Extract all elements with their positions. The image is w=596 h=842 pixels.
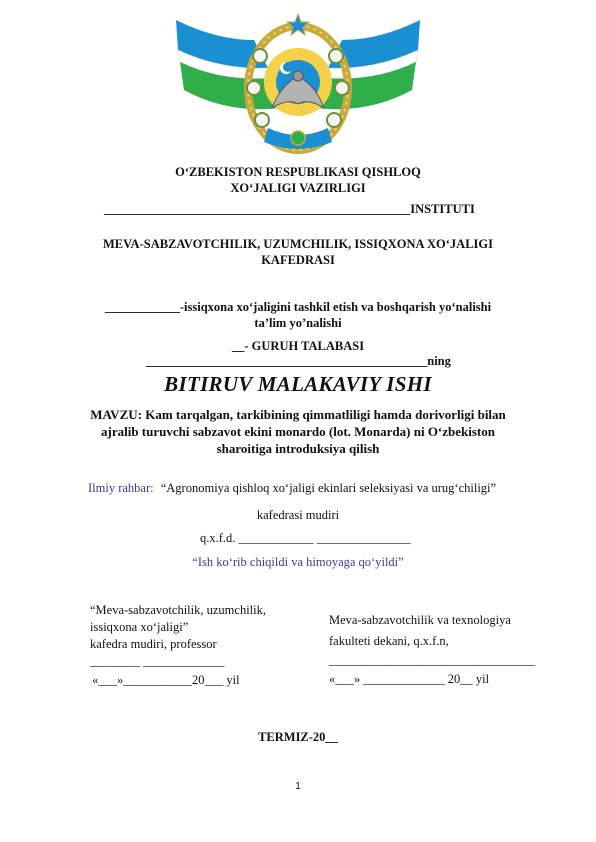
left-line3: kafedra mudiri, professor <box>90 637 217 651</box>
department-name <box>0 236 596 268</box>
signature-right <box>329 612 559 688</box>
ministry-line1: O‘ZBEKISTON RESPUBLIKASI QISHLOQ <box>175 165 421 179</box>
right-date-line: «___» _____________ 20__ yil <box>329 672 490 686</box>
state-emblem-icon <box>176 10 420 158</box>
supervisor-label: Ilmiy rahbar: <box>88 481 154 495</box>
topic-line3: sharoitiga introduksiya qilish <box>216 441 380 456</box>
direction-line2: ta’lim yo’nalishi <box>254 316 342 330</box>
topic-line1: MAVZU: Kam tarqalgan, tarkibining qimmatliligi hamda dorivorligi bilan <box>90 407 506 422</box>
right-signature-line: _________________________________ <box>329 653 536 667</box>
topic <box>0 406 596 457</box>
ministry-line2: XO‘JALIGI VAZIRLIGI <box>230 181 366 195</box>
group-line: __- GURUH TALABASI <box>231 339 365 353</box>
department-line1: MEVA-SABZAVOTCHILIK, UZUMCHILIK, ISSIQXONA XO‘JALIGI <box>103 237 493 251</box>
study-direction <box>0 299 596 331</box>
direction-line1: ____________-issiqxona xo‘jaligini tashkil etish va boshqarish yo‘nalishi <box>104 300 492 314</box>
ministry-name <box>0 164 596 196</box>
student-line: _____________________________________________ning <box>146 354 451 368</box>
right-line2: fakulteti dekani, q.x.f.n, <box>329 634 449 648</box>
left-date-line: «___»___________20___ yil <box>92 673 240 687</box>
supervisor-degree-line: q.x.f.d. ____________ _______________ <box>200 531 411 545</box>
supervisor-position: kafedrasi mudiri <box>256 508 340 522</box>
right-line1: Meva-sabzavotchilik va texnologiya <box>329 613 511 627</box>
supervisor-department: “Agronomiya qishloq xo‘jaligi ekinlari seleksiyasi va urug‘chiligi” <box>160 481 497 495</box>
left-line2: issiqxona xo‘jaligi” <box>90 620 189 634</box>
left-signature-line: ________ _____________ <box>90 654 225 668</box>
department-line2: KAFEDRASI <box>261 253 335 267</box>
topic-line2: ajralib turuvchi sabzavot ekini monardo (lot. Monarda) ni O‘zbekiston <box>101 424 495 439</box>
approval-note: “Ish ko‘rib chiqildi va himoyaga qo‘yildi” <box>192 555 404 569</box>
institute-line: _________________________________________________INSTITUTI <box>104 202 475 216</box>
work-title: BITIRUV MALAKAVIY ISHI <box>164 372 432 396</box>
left-line1: “Meva-sabzavotchilik, uzumchilik, <box>90 603 266 617</box>
city-year: TERMIZ-20__ <box>258 730 338 744</box>
supervisor-line <box>88 479 568 497</box>
page-number: 1 <box>295 781 301 792</box>
signature-left <box>90 602 310 689</box>
